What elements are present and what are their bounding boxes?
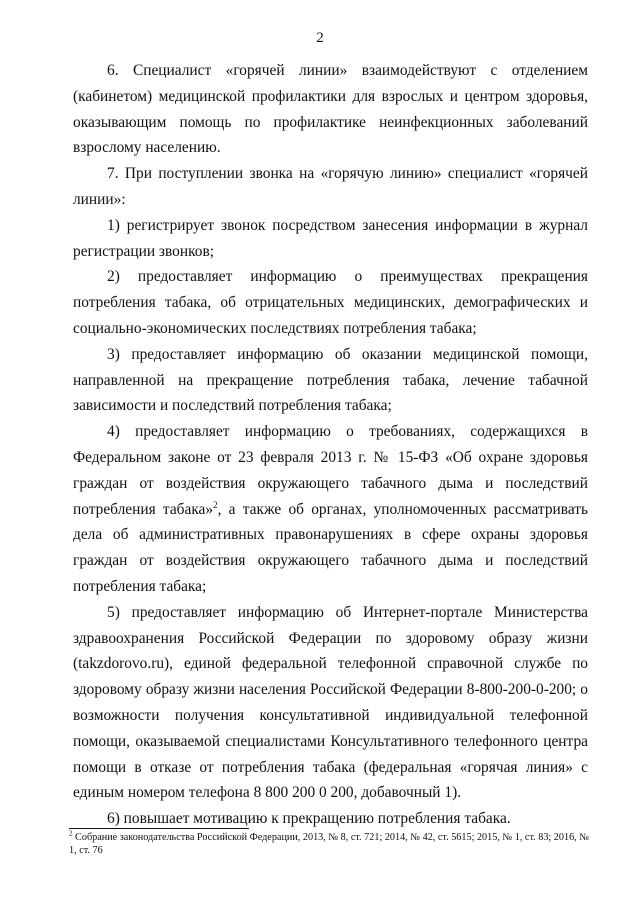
- paragraph-7: 7. При поступлении звонка на «горячую линию» специалист «горячей линии»:: [73, 165, 588, 208]
- list-item-5: 5) предоставляет информацию об Интернет-портале Министерства здравоохранения Российской Федерации по здоровому образу жизни (takzdorovo.ru), единой федеральной телефонной справочной службе по здоровому образу жизни населения Российской Федерации 8-800-200-0-200; о возможности получения консультативной индивидуальной телефонной помощи, оказываемой специалистами Консультативного телефонного центра помощи в отказе от потребления табака (федеральная «горячая линия» с единым номером телефона 8 800 200 0 200, добавочный 1).: [73, 603, 588, 802]
- list-item-4: [73, 419, 588, 600]
- footnote-reference: 2: [213, 499, 218, 510]
- footnote: [69, 831, 589, 857]
- list-item-1: 1) регистрирует звонок посредством занесения информации в журнал регистрации звонков;: [73, 216, 588, 260]
- footnote-mark: 2: [69, 829, 73, 838]
- list-item-4-text-before: 4) предоставляет информацию о требованиях, содержащихся в Федеральном законе от 23 февраля 2013 г. № 15-ФЗ «Об охране здоровья граждан от воздействия окружающего табачного дыма и последствий потребления табака»: [73, 423, 588, 518]
- list-item-2: 2) предоставляет информацию о преимуществах прекращения потребления табака, об отрицательных медицинских, демографических и социально-экономических последствиях потребления табака;: [73, 268, 588, 337]
- page-number: 2: [316, 30, 324, 46]
- paragraph-6: 6. Специалист «горячей линии» взаимодействуют с отделением (кабинетом) медицинской профилактики для взрослых и центром здоровья, оказывающим помощь по профилактике неинфекционных заболеваний взрослому населению.: [73, 62, 588, 157]
- list-item-4-text-after: , а также об органах, уполномоченных рассматривать дела об административных правонарушениях в сфере охраны здоровья граждан от воздействия окружающего табачного дыма и последствий потребления табака;: [73, 500, 588, 595]
- footnote-separator: [69, 828, 249, 829]
- list-item-6: 6) повышает мотивацию к прекращению потребления табака.: [107, 810, 511, 828]
- body-text: [73, 58, 588, 832]
- footnote-text: Собрание законодательства Российской Федерации, 2013, № 8, ст. 721; 2014, № 42, ст. 5615; 2015, № 1, ст. 83; 2016, № 1, ст. 76: [69, 832, 589, 856]
- list-item-3: 3) предоставляет информацию об оказании медицинской помощи, направленной на прекращение потребления табака, лечение табачной зависимости и последствий потребления табака;: [73, 345, 588, 415]
